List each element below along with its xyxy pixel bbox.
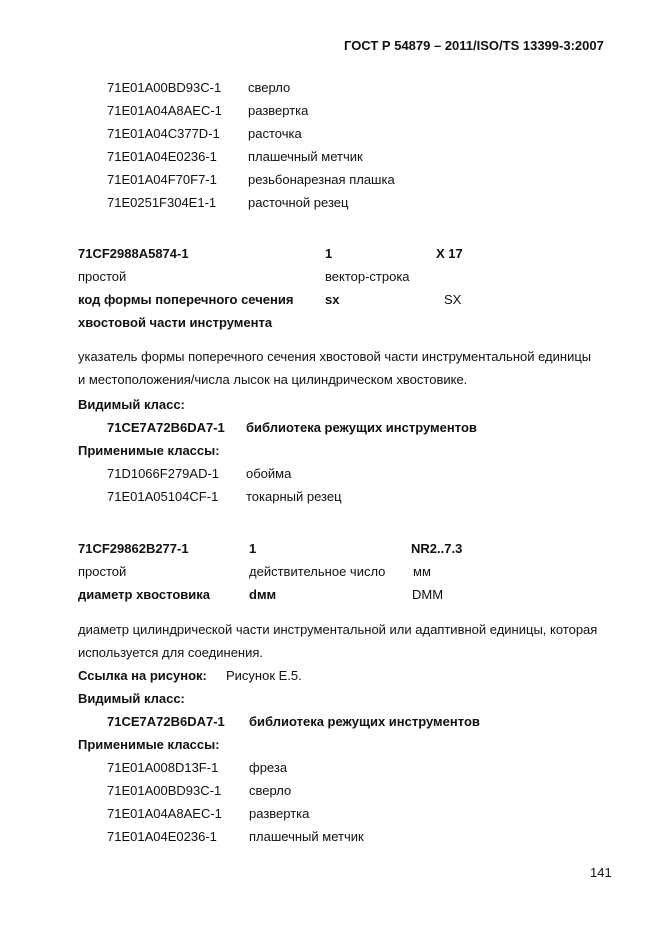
class-code: 71E01A04F70F7-1 [107,172,217,187]
class-code: 71E01A00BD93C-1 [107,80,222,95]
class-code: 71E01A04A8AEC-1 [107,806,222,821]
applicable-classes-label: Применимые классы: [78,737,220,752]
page-number: 141 [590,865,612,880]
visible-class-label: Видимый класс: [78,397,185,412]
entry-version: 1 [249,541,257,556]
entry-datatype: вектор-строка [325,269,410,284]
class-name: плашечный метчик [249,829,364,844]
figure-ref-label: Ссылка на рисунок: [78,668,207,683]
entry-definition: указатель формы поперечного сечения хвостовой части инструментальной единицы [78,349,592,364]
class-code: 71E01A04E0236-1 [107,829,217,844]
entry-definition-cont: используется для соединения. [78,645,264,660]
entry-name-cont: хвостовой части инструмента [78,315,273,330]
document-header: ГОСТ Р 54879 – 2011/ISO/TS 13399-3:2007 [344,38,604,53]
figure-ref-value: Рисунок Е.5. [226,668,302,683]
class-code: 71E01A04E0236-1 [107,149,217,164]
entry-id: 71CF2988A5874-1 [78,246,189,261]
applicable-classes-label: Применимые классы: [78,443,220,458]
class-name: расточной резец [248,195,349,210]
class-code: 71E01A05104CF-1 [107,489,219,504]
class-name: развертка [249,806,310,821]
entry-type: простой [78,564,127,579]
class-name: расточка [248,126,302,141]
visible-class-name: библиотека режущих инструментов [249,714,480,729]
entry-version: 1 [325,246,333,261]
visible-class-code: 71CE7A72B6DA7-1 [107,714,225,729]
class-code: 71E01A008D13F-1 [107,760,219,775]
class-code: 71E01A00BD93C-1 [107,783,222,798]
class-code: 71E01A04A8AEC-1 [107,103,222,118]
entry-type: простой [78,269,127,284]
entry-format: NR2..7.3 [411,541,463,556]
visible-class-label: Видимый класс: [78,691,185,706]
entry-datatype: действительное число [249,564,386,579]
class-code: 71E0251F304E1-1 [107,195,217,210]
entry-format: X 17 [436,246,463,261]
entry-code: DMM [412,587,444,602]
entry-name: код формы поперечного сечения [78,292,294,307]
entry-symbol: dмм [249,587,277,602]
class-code: 71E01A04C377D-1 [107,126,220,141]
class-code: 71D1066F279AD-1 [107,466,220,481]
class-name: развертка [248,103,309,118]
entry-id: 71CF29862B277-1 [78,541,189,556]
entry-code: SX [444,292,462,307]
entry-definition-cont: и местоположения/числа лысок на цилиндрическом хвостовике. [78,372,468,387]
entry-unit: мм [413,564,431,579]
class-name: сверло [249,783,292,798]
class-name: сверло [248,80,291,95]
visible-class-name: библиотека режущих инструментов [246,420,477,435]
class-name: обойма [246,466,292,481]
class-name: фреза [249,760,288,775]
entry-symbol: sx [325,292,340,307]
visible-class-code: 71CE7A72B6DA7-1 [107,420,225,435]
entry-name: диаметр хвостовика [78,587,210,602]
class-name: токарный резец [246,489,342,504]
entry-definition: диаметр цилиндрической части инструментальной или адаптивной единицы, которая [78,622,598,637]
class-name: резьбонарезная плашка [248,172,395,187]
class-name: плашечный метчик [248,149,363,164]
